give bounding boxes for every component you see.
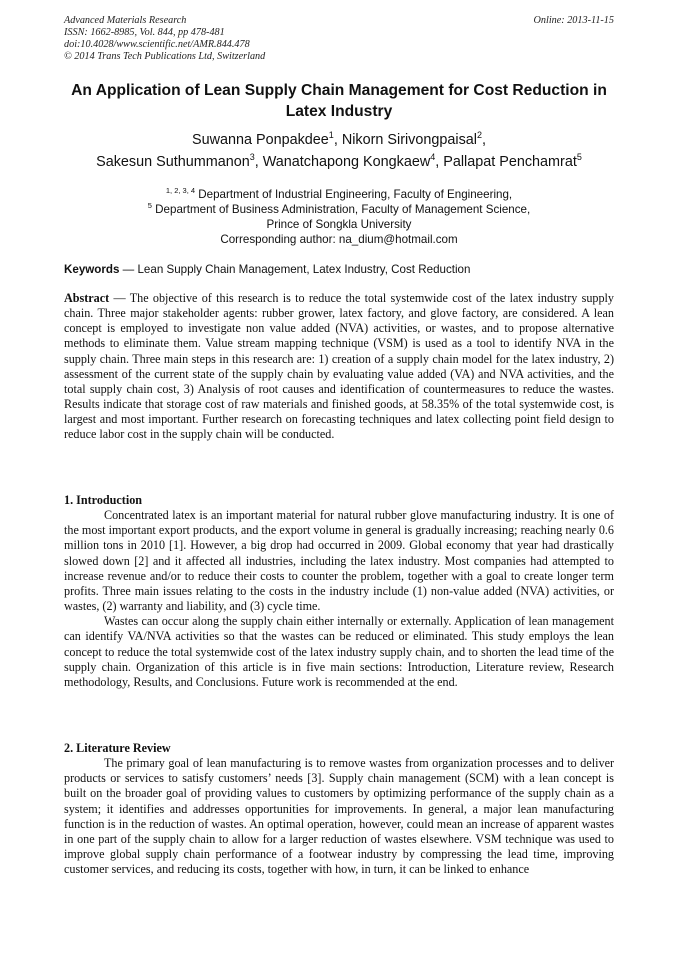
author-name: Sakesun Suthummanon (96, 154, 250, 170)
affiliations (60, 187, 618, 247)
online-date: Online: 2013-11-15 (533, 15, 614, 26)
paragraph: The primary goal of lean manufacturing is to remove wastes from organization processes and to deliver products or services to satisfy customers’ needs [3]. Supply chain management (SCM) with a lean concept is built on the broader goal of providing values to customers by optimizing performance of the supply chain as a system; it identifies and addresses opportunities for improvements. In general, a major lean manufacturing function is in the reduction of wastes. An optimal operation, however, could mean an increase of apparent wastes in one part of the supply chain to allow for a larger reduction of wastes elsewhere. VSM technique was used to improve global supply chain performance of a footwear industry by compressing the lead time, improving customer services, and reducing its costs, together with how, in turn, it can be linked to enhance (64, 756, 614, 877)
abstract-text: — The objective of this research is to reduce the total systemwide cost of the latex industry supply chain. Three major stakeholder agents: rubber grower, latex factory, and glove factory, are considered. A lean concept is employed to investigate non value added (NVA) activities, or wastes, and to propose alternative methods to eliminate them. Value stream mapping technique (VSM) is used as a tool to identify NVA in the supply chain. Three main steps in this research are: 1) creation of a supply chain model for the latex industry, 2) assessment of the current state of the supply chain by evaluating value added (VA) and NVA activities, and the total supply chain cost, 3) Analysis of root causes and identification of countermeasures to reduce the wastes. Results indicate that storage cost of raw materials and finished goods, at 58.35% of the total systemwide cost, is largest and most important. Further research on forecasting techniques and latex collecting point field design to reduce labor cost in the supply chain will be conducted. (64, 291, 614, 442)
corresponding-author: Corresponding author: na_dium@hotmail.com (220, 233, 458, 246)
affil-mark: 5 (147, 201, 152, 211)
author-affil-mark: 1 (328, 130, 334, 141)
section-introduction (64, 493, 614, 690)
affiliation-line (60, 202, 618, 217)
affiliation-text: Department of Business Administration, Faculty of Management Science, (155, 203, 531, 216)
section-heading: 2. Literature Review (64, 741, 171, 755)
keywords-text: — Lean Supply Chain Management, Latex Industry, Cost Reduction (122, 263, 471, 276)
author-name: Pallapat Penchamrat (443, 154, 577, 170)
author-name: Nikorn Sirivongpaisal (341, 132, 477, 148)
author-line-1: Suwanna Ponpakdee$^1$, Nikorn Sirivongpaisal$^2$, (191, 130, 487, 148)
author-line-2: Sakesun Suthummanon$^3$, Wanatchapong Kongkaew$^4$, Pallapat Penchamrat$^5$ (96, 152, 582, 170)
keywords (64, 262, 614, 277)
author-name: Suwanna Ponpakdee (191, 132, 329, 148)
affiliation-line (60, 187, 618, 202)
author-list (50, 129, 628, 173)
journal-name: Advanced Materials Research (64, 15, 187, 26)
issn-line: ISSN: 1662-8985, Vol. 844, pp 478-481 (64, 27, 225, 38)
journal-header (64, 15, 614, 63)
author-affil-mark: 5 (576, 152, 582, 163)
author-affil-mark: 2 (477, 130, 483, 141)
keywords-label: Keywords (64, 263, 120, 276)
affiliation-text: Department of Industrial Engineering, Faculty of Engineering, (198, 188, 513, 201)
author-name: Wanatchapong Kongkaew (262, 154, 431, 170)
section-heading: 1. Introduction (64, 493, 143, 507)
affiliation-line: Prince of Songkla University (266, 218, 412, 231)
paragraph: Wastes can occur along the supply chain either internally or externally. Application of lean management can identify VA/NVA activities so that the wastes can be reduced or eliminated. This study employs the lean concept to reduce the total systemwide cost of the latex industry supply chain, and to shorten the lead time of the supply chain. Organization of this article is in five main sections: Introduction, Literature review, Research methodology, Results, and Conclusions. Future work is recommended at the end. (64, 614, 614, 689)
author-affil-mark: 4 (430, 152, 436, 163)
doi-line: doi:10.4028/www.scientific.net/AMR.844.478 (64, 39, 250, 50)
section-literature-review (64, 741, 614, 877)
paragraph: Concentrated latex is an important material for natural rubber glove manufacturing industry. It is one of the most important export products, and the export volume in general is gradually increasing; reaching nearly 0.6 million tons in 2010 [1]. However, a big drop had occurred in 2009. Global economy that year had drastically slowed down [2] and it affected all industries, including the latex industry. Most companies had attempted to increase revenue and/or to reduce their costs to counter the problem, together with a goal to create longer term profits. Three main issues relating to the costs in the industry include (1) non-value added (NVA) activities, or wastes, (2) warranty and liability, and (3) cycle time. (64, 508, 614, 614)
abstract (64, 291, 614, 443)
affil-mark: 1, 2, 3, 4 (165, 186, 196, 196)
paper-title: An Application of Lean Supply Chain Management for Cost Reduction in Latex Industry (71, 82, 607, 120)
author-affil-mark: 3 (249, 152, 255, 163)
copyright-line: © 2014 Trans Tech Publications Ltd, Switzerland (64, 51, 266, 62)
abstract-label: Abstract (64, 291, 110, 305)
